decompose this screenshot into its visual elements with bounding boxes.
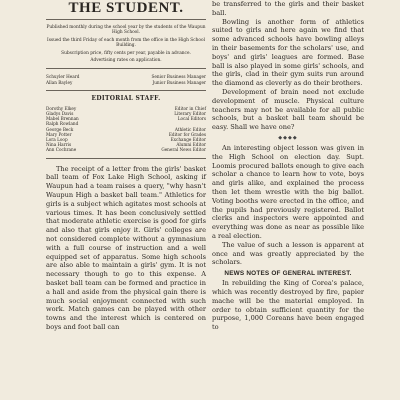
article-text: Bowling is another form of athletics suited to girls and here again we find that some advanced schools have bowling alleys in their basements for the scholars' use, and boys' and girls' leagues are formed. Base ball is also played in some girls' schools, and the girls, clad in their gym suits run around the diamond as cleverly as do their brothers. (212, 17, 364, 88)
staff-name: Nina Harris (46, 142, 72, 148)
divider (46, 158, 206, 159)
staff-role: Literary Editor (174, 111, 206, 117)
staff-role: Editor for Grades (168, 131, 206, 137)
manager-row (46, 80, 206, 85)
article-text: be transferred to the girls and their basket ball. (212, 0, 364, 17)
staff-name: Mabel Brennan (46, 116, 79, 122)
divider (46, 19, 206, 20)
staff-name: Ann Cochrane (46, 147, 77, 153)
section-separator: ◆◆◆◆ (278, 134, 298, 141)
staff-name: Lora Loop (46, 137, 68, 143)
article-text: In rebuilding the King of Corea's palace, which was recently destroyed by fire, papier mache will be the material employed. In order to obtain sufficient quantity for the purpose, 1,000 Coreans have been engaged to (212, 279, 364, 332)
staff-name: George Beck (46, 126, 74, 132)
publishing-line: Published monthly during the school year by the students of the Waupun High School. (46, 25, 206, 36)
staff-role: General News Editor (161, 147, 206, 153)
news-notes-heading: NEWS NOTES OF GENERAL INTEREST. (224, 270, 352, 278)
staff-name: Ralph Rowland (46, 121, 79, 127)
article-text: The value of such a lesson is apparent at once and was greatly appreciated by the scholars. (212, 240, 364, 267)
staff-role: Athletic Editor (174, 126, 206, 132)
staff-role: Alumni Editor (176, 142, 206, 148)
publishing-line: Advertising rates on application. (90, 58, 162, 64)
masthead-title: THE STUDENT. (68, 0, 184, 16)
staff-row (46, 147, 206, 152)
article-text: Development of brain need not exclude development of muscle. Physical culture teachers may not be available for all public schools, but a basket ball team should be easy. Shall we have one? (212, 87, 364, 132)
manager-name: Allan Bayley (46, 79, 73, 85)
staff-name: Gladys Davis (46, 111, 74, 117)
right-column (212, 0, 364, 400)
managers-list (46, 72, 206, 86)
staff-list (46, 104, 206, 155)
staff-role: Editor in Chief (174, 105, 206, 111)
staff-name: Mary Potter (46, 131, 72, 137)
publishing-line: Issued the third Friday of each month from the office in the High School Building. (47, 37, 205, 49)
staff-name: Dorothy Elkey (46, 105, 77, 111)
staff-role: Exchange Editor (170, 137, 206, 143)
divider (46, 90, 206, 91)
divider (46, 68, 206, 69)
left-column (46, 0, 206, 400)
article-text: An interesting object lesson was given in the High School on election day. Supt. Loomis procured ballots enough to give each scholar a chance to learn how to vote, boys and girls alike, and explained the process then let them wrestle with the big ballot. Voting booths were erected in the office, and the pupils had previously registered. Ballot clerks and inspectors were appointed and everything was done as near as possible like a real election. (212, 143, 364, 240)
manager-name: Schuyler Heard (46, 74, 80, 80)
manager-role: Junior Business Manager (152, 79, 206, 85)
publishing-info (46, 23, 206, 65)
editorial-staff-heading: EDITORIAL STAFF. (91, 94, 161, 102)
publishing-line: Subscription price, fifty cents per year, payable in advance. (61, 50, 191, 56)
article-text: The receipt of a letter from the girls' basket ball team of Fox Lake High School, asking if Waupun had a team raises a query, "why hasn't Waupun High a basket ball team." Athletics for girls is a subject which agitates most schools at various times. It has been conclusively settled that moderate athletic exercise is good for girls and also that girls enjoy it. Girls' colleges are not considered complete without a gymnasium with a full course of instruction and a well equipped set of apparatus. Some high schools are also able to maintain a girls' gym. It is not necessary though to go to this expense. A basket ball team can be formed and practice in a hall and aside from the physical gain there is much social enjoyment connected with such work. Match games can be played with other towns and the interest which is centered on boys and foot ball can (46, 164, 206, 332)
staff-role: Local Editors (177, 116, 206, 122)
manager-role: Senior Business Manager (151, 74, 206, 80)
